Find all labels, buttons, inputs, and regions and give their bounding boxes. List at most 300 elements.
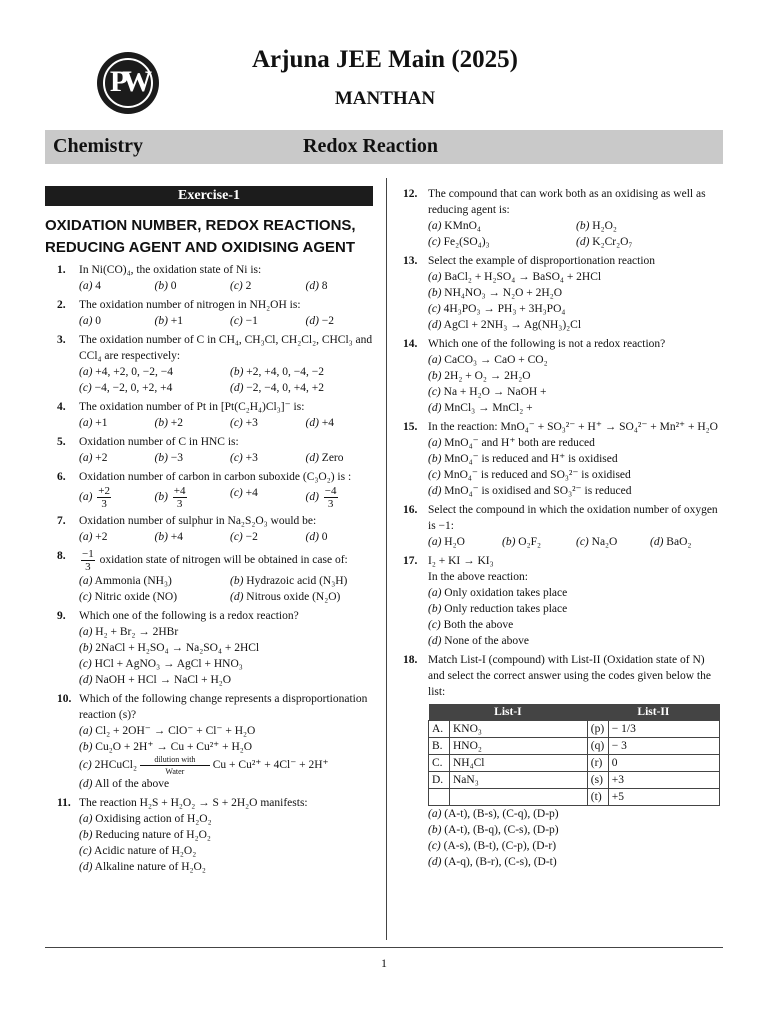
page-subtitle: MANTHAN (334, 88, 436, 109)
option (230, 450, 306, 466)
question-stem: Select the compound in which the oxidation number of oxygen is −1: (428, 504, 718, 532)
option (428, 483, 724, 499)
list1-header: List-I (429, 704, 588, 721)
option-letter: (b) (154, 531, 168, 543)
option-value: MnO₄⁻ and H⁺ both are reduced (444, 437, 595, 449)
option-letter: (b) (230, 366, 244, 378)
option-value: H₂ + Br₂ → 2HBr (95, 626, 179, 638)
page-title: Arjuna JEE Main (2025) (252, 46, 518, 73)
question-stem: oxidation state of nitrogen will be obtained in case of: (99, 554, 348, 567)
option-letter: (b) (154, 417, 168, 429)
page-number: 1 (381, 956, 387, 970)
option (306, 450, 382, 466)
options (428, 352, 724, 416)
option (230, 364, 381, 380)
match-cell: +5 (608, 789, 719, 806)
question-text (428, 186, 724, 218)
option (428, 285, 724, 301)
option-value: Fe₂(SO₄)₃ (443, 236, 490, 248)
option-letter: (a) (79, 280, 93, 292)
option-letter: (b) (154, 280, 168, 292)
option (428, 384, 724, 400)
option (230, 313, 306, 329)
logo-text: PW (109, 65, 147, 98)
match-cell: (p) (587, 721, 608, 738)
option (502, 534, 576, 550)
option-letter: (a) (428, 220, 442, 232)
option-letter: (c) (428, 303, 441, 315)
match-row (429, 772, 720, 789)
question-stem: Oxidation number of sulphur in Na₂S₂O₃ would be: (79, 515, 317, 527)
option-letter: (b) (428, 824, 442, 836)
option-value: 8 (321, 280, 328, 292)
options (428, 585, 724, 649)
option (428, 822, 724, 838)
option (230, 573, 381, 589)
question-number: 14. (403, 338, 418, 350)
option-value: −4, −2, 0, +2, +4 (94, 382, 173, 394)
question (398, 553, 724, 649)
question-stem: Match List-I (compound) with List-II (Oxidation state of N) and select the correct answer using the codes given below the list: (428, 654, 711, 698)
option-value: 0 (321, 531, 328, 543)
column-divider (386, 178, 387, 940)
match-cell: − 1/3 (608, 721, 719, 738)
question-stem: The reaction H₂S + H₂O₂ → S + 2H₂O manifests: (79, 797, 308, 809)
option-value: +2 (95, 531, 108, 543)
question (45, 795, 381, 875)
option-letter: (c) (428, 236, 441, 248)
option-letter: (b) (428, 287, 442, 299)
section-heading: OXIDATION NUMBER, REDOX REACTIONS, REDUCING AGENT AND OXIDISING AGENT (45, 217, 356, 256)
option (79, 573, 230, 589)
option-value: Na₂O (591, 536, 618, 548)
option-value: H₂O₂ (592, 220, 617, 232)
question-stem: Oxidation number of C in HNC is: (79, 436, 239, 448)
option-letter: (a) (79, 315, 93, 327)
question-number: 15. (403, 421, 418, 433)
question-text (79, 262, 381, 278)
option (306, 529, 382, 545)
option (79, 843, 381, 859)
option-value: (A-t), (B-s), (C-q), (D-p) (444, 808, 559, 820)
fraction-numerator: −1 (82, 548, 94, 560)
options (428, 534, 724, 550)
option-value: +4 (170, 531, 184, 543)
option-letter: (b) (428, 603, 442, 615)
match-cell: KNO₃ (450, 721, 588, 738)
list2-header: List-II (587, 704, 719, 721)
question-number: 9. (57, 610, 66, 622)
option (428, 301, 724, 317)
option-value: Only reduction takes place (444, 603, 568, 615)
option-letter: (a) (79, 366, 93, 378)
option (79, 640, 381, 656)
option-letter: (b) (428, 370, 442, 382)
option-letter: (d) (305, 531, 319, 543)
option-value: +3 (245, 452, 258, 464)
option (428, 368, 724, 384)
question-number: 3. (57, 334, 66, 346)
options (79, 529, 381, 545)
options (79, 811, 381, 875)
option (79, 278, 155, 294)
option-value: +2, +4, 0, −4, −2 (246, 366, 324, 378)
question-number: 5. (57, 436, 66, 448)
arrow-condition-bottom: Water (165, 767, 185, 776)
match-cell: − 3 (608, 738, 719, 755)
question-number: 18. (403, 654, 418, 666)
option-value: Alkaline nature of H₂O₂ (94, 861, 206, 873)
option (79, 364, 230, 380)
reaction-arrow (140, 755, 210, 776)
option-value: Nitrous oxide (N₂O) (246, 591, 341, 603)
option (428, 617, 724, 633)
option-letter: (c) (79, 658, 92, 670)
question-text (79, 691, 381, 723)
option (576, 218, 724, 234)
option (79, 450, 155, 466)
option (230, 380, 381, 396)
question-text (79, 548, 381, 573)
option-value: 0 (95, 315, 102, 327)
option-letter: (c) (79, 382, 92, 394)
option-letter: (a) (428, 587, 442, 599)
option-letter: (c) (428, 840, 441, 852)
option-letter: (a) (428, 808, 442, 820)
option-letter: (b) (154, 452, 168, 464)
option-value: +4, +2, 0, −2, −4 (95, 366, 173, 378)
options (79, 313, 381, 329)
question-stem: The oxidation number of Pt in [Pt(C₂H₄)Cl₃]⁻ is: (79, 401, 305, 413)
option-letter: (a) (79, 626, 93, 638)
question-text (79, 608, 381, 624)
option (576, 534, 650, 550)
option-letter: (c) (428, 386, 441, 398)
question-stem: In Ni(CO)₄, the oxidation state of Ni is: (79, 264, 262, 276)
option-letter: (d) (230, 382, 244, 394)
options (428, 435, 724, 499)
option-value: CaCO₃ → CaO + CO₂ (444, 354, 548, 366)
option (155, 529, 231, 545)
option (428, 854, 724, 870)
fraction-denominator: 3 (327, 498, 334, 510)
fraction-numerator: +4 (173, 485, 186, 497)
option-value: +2 (170, 417, 184, 429)
fraction (173, 485, 187, 510)
match-cell: 0 (608, 755, 719, 772)
question-text (428, 336, 724, 352)
option-value: 0 (170, 280, 177, 292)
question-stem: The compound that can work both as an oxidising as well as reducing agent is: (428, 188, 706, 216)
match-row (429, 789, 720, 806)
option-value: AgCl + 2NH₃ → Ag(NH₃)₂Cl (443, 319, 582, 331)
question-stem: Which one of the following is not a redox reaction? (428, 338, 666, 350)
question (45, 297, 381, 329)
fraction-denominator: 3 (85, 561, 91, 573)
option-value: Both the above (443, 619, 514, 631)
option-letter: (c) (576, 536, 589, 548)
option (576, 234, 724, 250)
question-number: 13. (403, 255, 418, 267)
question-number: 7. (57, 515, 66, 527)
option-letter: (a) (79, 417, 93, 429)
option-value: NaOH + HCl → NaCl + H₂O (95, 674, 232, 686)
option (155, 313, 231, 329)
option (428, 269, 724, 285)
option-value: KMnO₄ (444, 220, 481, 232)
question-stem: Which one of the following is a redox reaction? (79, 610, 299, 622)
option-value: BaO₂ (666, 536, 692, 548)
question-number: 17. (403, 555, 418, 567)
option (650, 534, 724, 550)
options (79, 723, 381, 792)
option-value: All of the above (94, 778, 170, 790)
option (79, 415, 155, 431)
option-value: +4 (245, 487, 258, 499)
option (306, 278, 382, 294)
option (79, 485, 155, 510)
option-letter: (b) (502, 536, 516, 548)
option-value: MnO₄⁻ is oxidised and SO₃²⁻ is reduced (444, 485, 632, 497)
option-value: +4 (321, 417, 335, 429)
option-letter: (b) (154, 491, 168, 504)
options (428, 806, 724, 870)
option-letter: (c) (428, 619, 441, 631)
option-letter: (c) (79, 845, 92, 857)
option-value: O₂F₂ (518, 536, 542, 548)
question (398, 186, 724, 250)
option (79, 380, 230, 396)
option-value: +3 (245, 417, 258, 429)
option-value: MnCl₃ → MnCl₂ + (444, 402, 533, 414)
question (45, 691, 381, 792)
match-cell: A. (429, 721, 450, 738)
option (155, 278, 231, 294)
option (428, 806, 724, 822)
option (79, 723, 381, 739)
option-value: −3 (170, 452, 184, 464)
option (79, 529, 155, 545)
question-text (79, 399, 381, 415)
question (398, 253, 724, 333)
option-letter: (a) (79, 531, 93, 543)
match-cell: HNO₂ (450, 738, 588, 755)
question (45, 608, 381, 688)
match-table (428, 704, 720, 806)
match-cell: (t) (587, 789, 608, 806)
option (155, 485, 231, 510)
question (45, 399, 381, 431)
question-stem: I₂ + KI → KI₃ (428, 555, 494, 567)
option (428, 467, 724, 483)
fraction-numerator: +2 (98, 485, 111, 497)
option-value: HCl + AgNO₃ → AgCl + HNO₃ (94, 658, 243, 670)
option-value: Ammonia (NH₃) (94, 575, 172, 587)
option-value: −2 (321, 315, 335, 327)
option-value: MnO₄⁻ is reduced and H⁺ is oxidised (444, 453, 618, 465)
option-letter: (d) (428, 402, 442, 414)
option-letter: (a) (428, 271, 442, 283)
option-value: Cl₂ + 2OH⁻ → ClO⁻ + Cl⁻ + H₂O (95, 725, 256, 737)
option-value: MnO₄⁻ is reduced and SO₃²⁻ is oxidised (443, 469, 631, 481)
option-value: Hydrazoic acid (N₃H) (246, 575, 348, 587)
option-letter: (b) (154, 315, 168, 327)
question-stem: Oxidation number of carbon in carbon suboxide (C₃O₂) is : (79, 471, 352, 483)
options (79, 573, 381, 605)
match-cell: B. (429, 738, 450, 755)
option-letter: (b) (79, 642, 93, 654)
options (79, 624, 381, 688)
option (79, 859, 381, 875)
match-row (429, 755, 720, 772)
option (428, 400, 724, 416)
question (45, 513, 381, 545)
option-value: NH₄NO₃ → N₂O + 2H₂O (444, 287, 563, 299)
option (428, 352, 724, 368)
match-cell (429, 789, 450, 806)
right-column (398, 186, 724, 873)
option-letter: (c) (230, 452, 243, 464)
option-letter: (d) (428, 319, 442, 331)
question (45, 262, 381, 294)
option (79, 589, 230, 605)
question-text (79, 513, 381, 529)
fraction (324, 485, 338, 510)
option-letter: (a) (79, 813, 93, 825)
option (306, 415, 382, 431)
option-letter: (c) (79, 759, 92, 772)
question (45, 548, 381, 605)
option-value: Oxidising action of H₂O₂ (95, 813, 212, 825)
question (398, 336, 724, 416)
option (428, 234, 576, 250)
options (428, 269, 724, 333)
options (79, 450, 381, 466)
question-number: 6. (57, 471, 66, 483)
option-letter: (b) (576, 220, 590, 232)
option-value: BaCl₂ + H₂SO₄ → BaSO₄ + 2HCl (444, 271, 602, 283)
question-text (79, 297, 381, 313)
option-letter: (d) (305, 417, 319, 429)
match-cell: NH₄Cl (450, 755, 588, 772)
question-number: 16. (403, 504, 418, 516)
option (306, 313, 382, 329)
match-cell: D. (429, 772, 450, 789)
fraction-numerator: −4 (324, 485, 337, 497)
pw-logo (97, 52, 159, 114)
fraction-denominator: 3 (101, 498, 107, 510)
option (428, 585, 724, 601)
match-cell: +3 (608, 772, 719, 789)
question (45, 469, 381, 510)
option-letter: (c) (230, 531, 243, 543)
question-number: 12. (403, 188, 418, 200)
option (428, 218, 576, 234)
option (428, 534, 502, 550)
option-letter: (d) (428, 485, 442, 497)
match-cell: (r) (587, 755, 608, 772)
left-column (45, 262, 381, 878)
option-letter: (d) (79, 861, 93, 873)
match-cell: NaN₃ (450, 772, 588, 789)
option (79, 672, 381, 688)
option (79, 811, 381, 827)
option-value: Cu₂O + 2H⁺ → Cu + Cu²⁺ + H₂O (95, 741, 253, 753)
option-letter: (a) (428, 354, 442, 366)
option-value: Reducing nature of H₂O₂ (95, 829, 211, 841)
exercise-bar: Exercise-1 (45, 186, 373, 206)
question-subtext: In the above reaction: (428, 571, 528, 583)
option-letter: (a) (79, 725, 93, 737)
option-value: 4 (95, 280, 102, 292)
option-value: 4H₃PO₃ → PH₃ + 3H₃PO₄ (443, 303, 566, 315)
option-value: +2 (95, 452, 108, 464)
option-letter: (c) (230, 487, 243, 499)
question-number: 8. (57, 550, 66, 562)
option-value: Na + H₂O → NaOH + (443, 386, 547, 398)
option-letter: (a) (79, 452, 93, 464)
options (79, 415, 381, 431)
option (230, 278, 306, 294)
arrow-line (140, 765, 210, 766)
question-text (79, 469, 381, 485)
option-letter: (c) (428, 469, 441, 481)
option (428, 317, 724, 333)
subject-band (45, 130, 723, 164)
question-stem: The oxidation number of C in CH₄, CH₃Cl, CH₂Cl₂, CHCl₃ and CCl₄ are respectively: (79, 334, 373, 362)
option-letter: (b) (79, 741, 93, 753)
option-value: H₂O (444, 536, 465, 548)
match-cell: C. (429, 755, 450, 772)
question-stem: Which of the following change represents a disproportionation reaction (s)? (79, 693, 368, 721)
match-row (429, 721, 720, 738)
option (428, 838, 724, 854)
option-letter: (d) (79, 674, 93, 686)
option-value: 2H₂ + O₂ → 2H₂O (444, 370, 531, 382)
question (398, 419, 724, 499)
option (155, 450, 231, 466)
topic-label: Redox Reaction (303, 135, 438, 157)
option-letter: (d) (305, 452, 319, 464)
option-value: +1 (95, 417, 108, 429)
option (428, 451, 724, 467)
option-letter: (b) (79, 829, 93, 841)
option-letter: (d) (305, 491, 319, 504)
option-letter: (a) (428, 536, 442, 548)
arrow-condition-top: dilution with (154, 755, 196, 764)
question (398, 652, 724, 870)
option (428, 633, 724, 649)
fraction (81, 548, 95, 573)
subject-label: Chemistry (53, 135, 143, 157)
question-stem: Select the example of disproportionation reaction (428, 255, 656, 267)
option (306, 485, 382, 510)
option-value: (A-t), (B-q), (C-s), (D-p) (444, 824, 559, 836)
question-text (428, 253, 724, 269)
option (79, 313, 155, 329)
question-text (428, 652, 724, 700)
options (79, 485, 381, 510)
option-value: −2, −4, 0, +4, +2 (246, 382, 324, 394)
question-text (79, 332, 381, 364)
option-value: Nitric oxide (NO) (94, 591, 178, 603)
option-value: (A-q), (B-r), (C-s), (D-t) (444, 856, 557, 868)
question-number: 4. (57, 401, 66, 413)
question-text (79, 795, 381, 811)
question-stem: The oxidation number of nitrogen in NH₂OH is: (79, 299, 301, 311)
option-letter: (d) (576, 236, 590, 248)
option-letter: (c) (230, 417, 243, 429)
